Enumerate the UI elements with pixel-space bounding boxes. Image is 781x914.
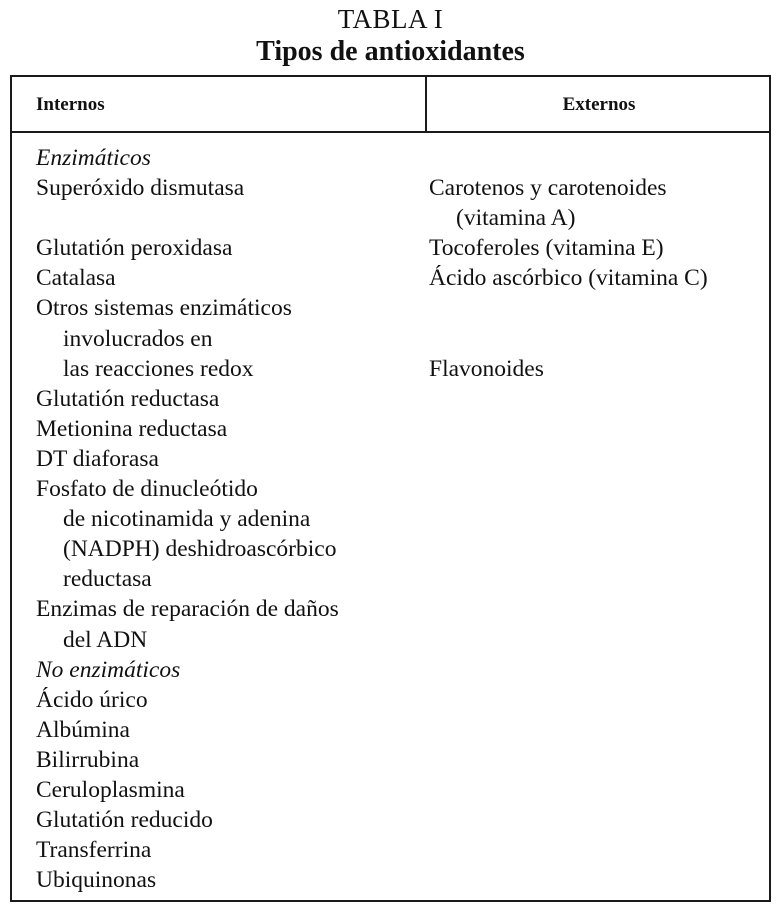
no-enzimaticos-heading: No enzimáticos bbox=[36, 656, 181, 683]
externos-column bbox=[429, 143, 774, 384]
internos-item: Bilirrubina bbox=[36, 746, 140, 773]
internos-item-continuation: involucrados en bbox=[63, 325, 213, 352]
internos-item-continuation: (NADPH) deshidroascórbico bbox=[63, 536, 337, 563]
internos-item: Glutatión peroxidasa bbox=[36, 235, 233, 262]
internos-item: Glutatión reducido bbox=[36, 807, 213, 834]
internos-item: Transferrina bbox=[36, 837, 152, 864]
internos-item: Catalasa bbox=[36, 265, 116, 292]
internos-item: Enzimas de reparación de daños bbox=[36, 596, 339, 623]
spacer-line bbox=[429, 143, 774, 173]
internos-item-continuation: de nicotinamida y adenina bbox=[63, 506, 311, 533]
internos-item-continuation: del ADN bbox=[63, 626, 148, 653]
internos-item-continuation: reductasa bbox=[63, 566, 152, 593]
externos-item-continuation: (vitamina A) bbox=[456, 205, 576, 232]
internos-column bbox=[36, 143, 421, 895]
internos-item: Metionina reductasa bbox=[36, 415, 228, 442]
internos-item: DT diaforasa bbox=[36, 445, 159, 472]
internos-item-continuation: las reacciones redox bbox=[63, 355, 254, 382]
spacer-line bbox=[429, 293, 774, 323]
header-externos: Externos bbox=[562, 94, 636, 115]
internos-item: Albúmina bbox=[36, 716, 130, 743]
internos-item: Glutatión reductasa bbox=[36, 385, 220, 412]
spacer-line bbox=[429, 324, 774, 354]
externos-item: Ácido ascórbico (vitamina C) bbox=[429, 265, 708, 292]
internos-item: Ubiquinonas bbox=[36, 867, 157, 894]
header-rule bbox=[10, 131, 771, 133]
header-internos: Internos bbox=[36, 94, 105, 115]
externos-item: Tocoferoles (vitamina E) bbox=[429, 235, 664, 262]
internos-item: Ceruloplasmina bbox=[36, 776, 185, 803]
internos-item: Fosfato de dinucleótido bbox=[36, 476, 258, 503]
internos-item: Otros sistemas enzimáticos bbox=[36, 295, 292, 322]
externos-item: Carotenos y carotenoides bbox=[429, 175, 667, 202]
table-label: TABLA I bbox=[337, 4, 444, 34]
enzimaticos-heading: Enzimáticos bbox=[36, 145, 151, 171]
table-title: Tipos de antioxidantes bbox=[256, 36, 525, 67]
internos-item: Ácido úrico bbox=[36, 686, 148, 713]
internos-item: Superóxido dismutasa bbox=[36, 175, 245, 202]
externos-item: Flavonoides bbox=[429, 355, 544, 382]
spacer-line bbox=[36, 203, 421, 233]
